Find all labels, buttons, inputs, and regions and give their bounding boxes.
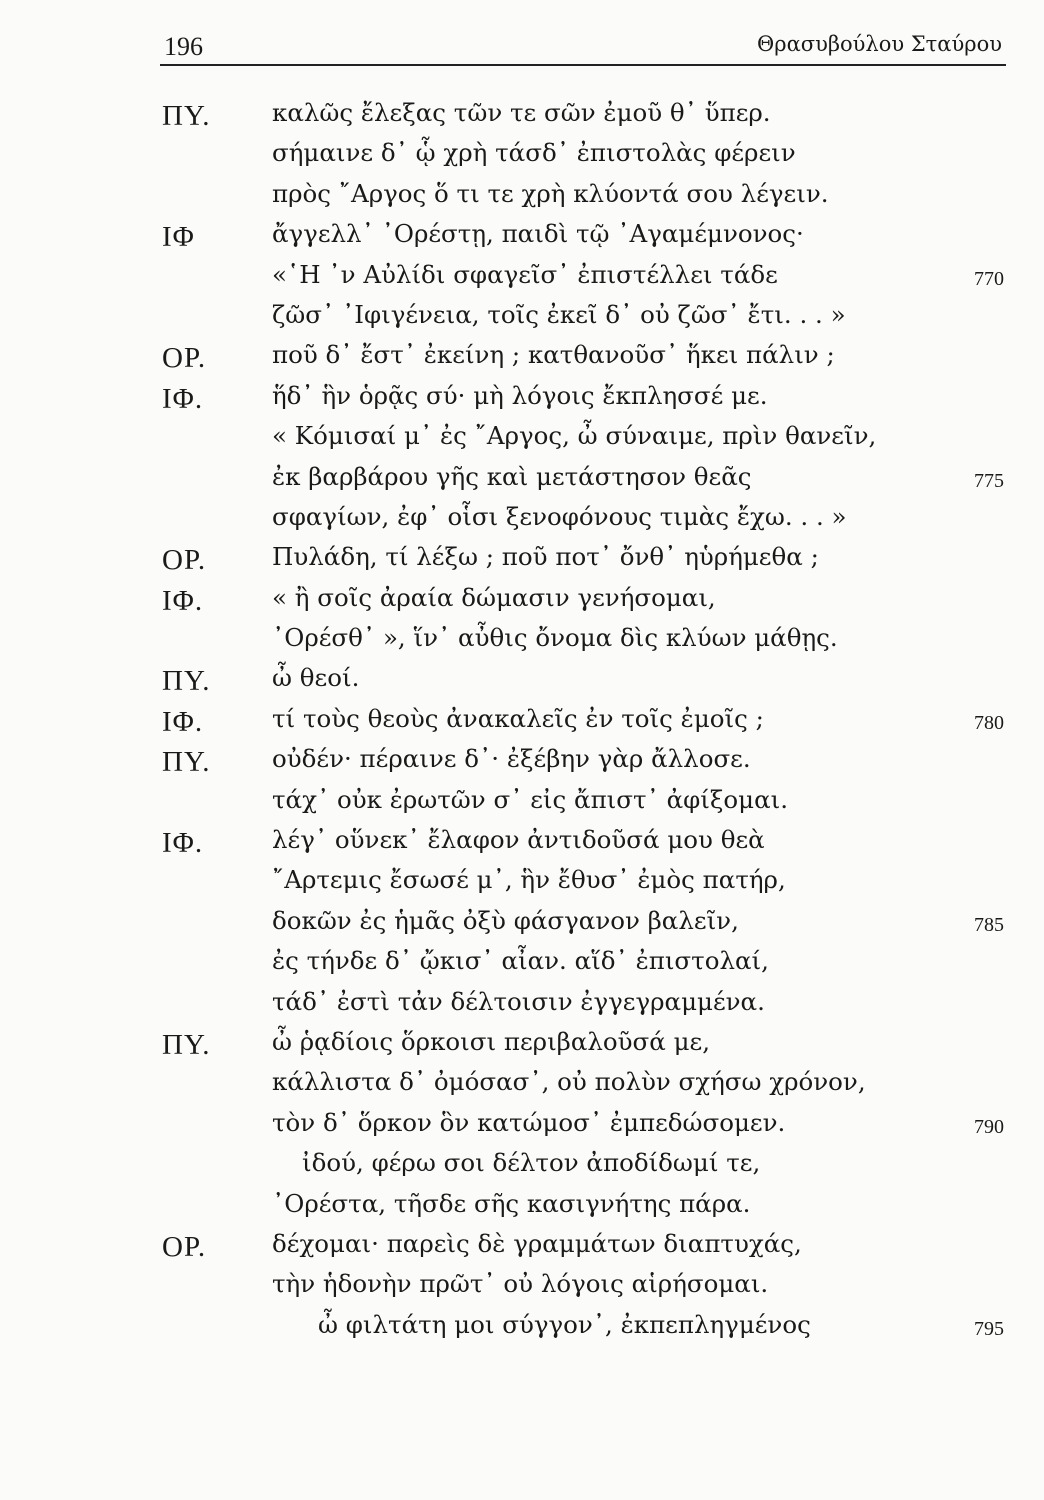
verse-text-line: ποῦ δ᾽ ἔστ᾽ ἐκείνη ; κατθανοῦσ᾽ ἥκει πάλιν ;	[272, 340, 835, 370]
speaker-label: ΟΡ.	[162, 1230, 207, 1263]
line-number: 790	[974, 1115, 1004, 1138]
line-number: 770	[974, 267, 1004, 290]
verse-text-line: Πυλάδη, τί λέξω ; ποῦ ποτ᾽ ὄνθ᾽ ηὑρήμεθα ;	[272, 542, 819, 572]
speaker-label: ΠΥ.	[162, 746, 211, 779]
verse-text-line: ἥδ᾽ ἣν ὁρᾷς σύ· μὴ λόγοις ἔκπλησσέ με.	[272, 380, 768, 410]
speaker-label: ΙΦ.	[162, 382, 204, 415]
page-header	[160, 26, 1006, 60]
verse-line	[0, 500, 1044, 540]
line-number: 775	[974, 469, 1004, 492]
verse-line	[0, 1146, 1044, 1186]
verse-text-line: ἰδού, φέρω σοι δέλτον ἀποδίδωμί τε,	[302, 1148, 761, 1178]
verse-text-line: «῾Η ᾽ν Αὐλίδι σφαγεῖσ᾽ ἐπιστέλλει τάδε	[272, 259, 778, 289]
verse-line	[0, 540, 1044, 580]
verse-line	[0, 661, 1044, 701]
line-number: 785	[974, 913, 1004, 936]
verse-line	[0, 944, 1044, 984]
verse-line	[0, 460, 1044, 500]
verse-line	[0, 136, 1044, 176]
verse-line	[0, 742, 1044, 782]
verse-line	[0, 177, 1044, 217]
line-number: 780	[974, 711, 1004, 734]
verse-text-line: λέγ᾽ οὕνεκ᾽ ἔλαφον ἀντιδοῦσά μου θεὰ	[272, 825, 765, 855]
verse-text-line: ᾽Ορέστα, τῆσδε σῆς κασιγνήτης πάρα.	[272, 1188, 751, 1218]
verse-text-line: ἄγγελλ᾽ ᾽Ορέστῃ, παιδὶ τῷ ᾽Αγαμέμνονος·	[272, 219, 804, 249]
speaker-label: ΙΦ.	[162, 584, 204, 617]
verse-text-line: « ἢ σοῖς ἀραία δώμασιν γενήσομαι,	[272, 582, 716, 612]
speaker-label: ΙΦ.	[162, 827, 204, 860]
verse-line	[0, 96, 1044, 136]
verse-line	[0, 904, 1044, 944]
verse-line	[0, 258, 1044, 298]
verse-text-line: σήμαινε δ᾽ ᾧ χρὴ τάσδ᾽ ἐπιστολὰς φέρειν	[272, 138, 796, 168]
verse-line	[0, 379, 1044, 419]
verse-line	[0, 581, 1044, 621]
verse-line	[0, 1065, 1044, 1105]
speaker-label: ΙΦ.	[162, 705, 204, 738]
verse-line	[0, 1025, 1044, 1065]
verse-text-line: τὸν δ᾽ ὅρκον ὃν κατώμοσ᾽ ἐμπεδώσομεν.	[272, 1107, 786, 1137]
verse-line	[0, 702, 1044, 742]
verse-text-line: τάδ᾽ ἐστὶ τἀν δέλτοισιν ἐγγεγραμμένα.	[272, 986, 765, 1016]
verse-line	[0, 1227, 1044, 1267]
verse-text-line: καλῶς ἔλεξας τῶν τε σῶν ἐμοῦ θ᾽ ὕπερ.	[272, 98, 771, 127]
verse-line	[0, 783, 1044, 823]
verse-text-line: τὴν ἡδονὴν πρῶτ᾽ οὐ λόγοις αἱρήσομαι.	[272, 1269, 769, 1299]
verse-text	[0, 96, 1044, 1348]
verse-text-line: ῎Αρτεμις ἔσωσέ μ᾽, ἣν ἔθυσ᾽ ἐμὸς πατήρ,	[272, 865, 786, 895]
speaker-label: ΠΥ.	[162, 100, 211, 132]
verse-text-line: δοκῶν ἐς ἡμᾶς ὀξὺ φάσγανον βαλεῖν,	[272, 905, 739, 935]
verse-line	[0, 985, 1044, 1025]
verse-line	[0, 621, 1044, 661]
verse-line	[0, 217, 1044, 257]
verse-text-line: οὐδέν· πέραινε δ᾽· ἐξέβην γὰρ ἄλλοσε.	[272, 744, 751, 774]
verse-line	[0, 338, 1044, 378]
verse-text-line: ὦ θεοί.	[272, 663, 360, 693]
speaker-label: ΙΦ	[162, 221, 195, 254]
speaker-label: ΠΥ.	[162, 665, 211, 698]
verse-text-line: « Κόμισαί μ᾽ ἐς ῎Αργος, ὦ σύναιμε, πρὶν θανεῖν,	[272, 421, 877, 451]
verse-text-line: ὦ φιλτάτη μοι σύγγον᾽, ἐκπεπληγμένος	[318, 1309, 811, 1339]
line-number: 795	[974, 1317, 1004, 1340]
verse-line	[0, 298, 1044, 338]
speaker-label: ΟΡ.	[162, 544, 207, 577]
verse-text-line: πρὸς ῎Αργος ὅ τι τε χρὴ κλύοντά σου λέγειν.	[272, 178, 829, 208]
verse-text-line: ἐκ βαρβάρου γῆς καὶ μετάστησον θεᾶς	[272, 461, 752, 491]
verse-text-line: κάλλιστα δ᾽ ὀμόσασ᾽, οὐ πολὺν σχήσω χρόνον,	[272, 1067, 866, 1097]
verse-text-line: σφαγίων, ἐφ᾽ οἷσι ξενοφόνους τιμὰς ἔχω. . . »	[272, 501, 847, 531]
page-number: 196	[164, 32, 203, 61]
verse-text-line: ᾽Ορέσθ᾽ », ἵν᾽ αὖθις ὄνομα δὶς κλύων μάθῃς.	[272, 623, 838, 653]
verse-line	[0, 419, 1044, 459]
verse-text-line: ἐς τήνδε δ᾽ ᾤκισ᾽ αἶαν. αἵδ᾽ ἐπιστολαί,	[272, 946, 769, 976]
verse-text-line: δέχομαι· παρεὶς δὲ γραμμάτων διαπτυχάς,	[272, 1228, 802, 1258]
verse-line	[0, 1267, 1044, 1307]
header-rule	[160, 64, 1006, 66]
speaker-label: ΟΡ.	[162, 342, 207, 375]
verse-line	[0, 1106, 1044, 1146]
verse-text-line: ὦ ῥᾳδίοις ὅρκοισι περιβαλοῦσά με,	[272, 1026, 711, 1056]
verse-text-line: ζῶσ᾽ ᾽Ιφιγένεια, τοῖς ἐκεῖ δ᾽ οὐ ζῶσ᾽ ἔτι. . . »	[272, 299, 846, 329]
verse-line	[0, 823, 1044, 863]
verse-line	[0, 863, 1044, 903]
running-head: Θρασυβούλου Σταύρου	[757, 32, 1002, 56]
verse-line	[0, 1308, 1044, 1348]
speaker-label: ΠΥ.	[162, 1028, 211, 1061]
verse-text-line: τάχ᾽ οὐκ ἐρωτῶν σ᾽ εἰς ἄπιστ᾽ ἀφίξομαι.	[272, 784, 789, 814]
verse-line	[0, 1187, 1044, 1227]
verse-text-line: τί τοὺς θεοὺς ἀνακαλεῖς ἐν τοῖς ἐμοῖς ;	[272, 703, 764, 733]
